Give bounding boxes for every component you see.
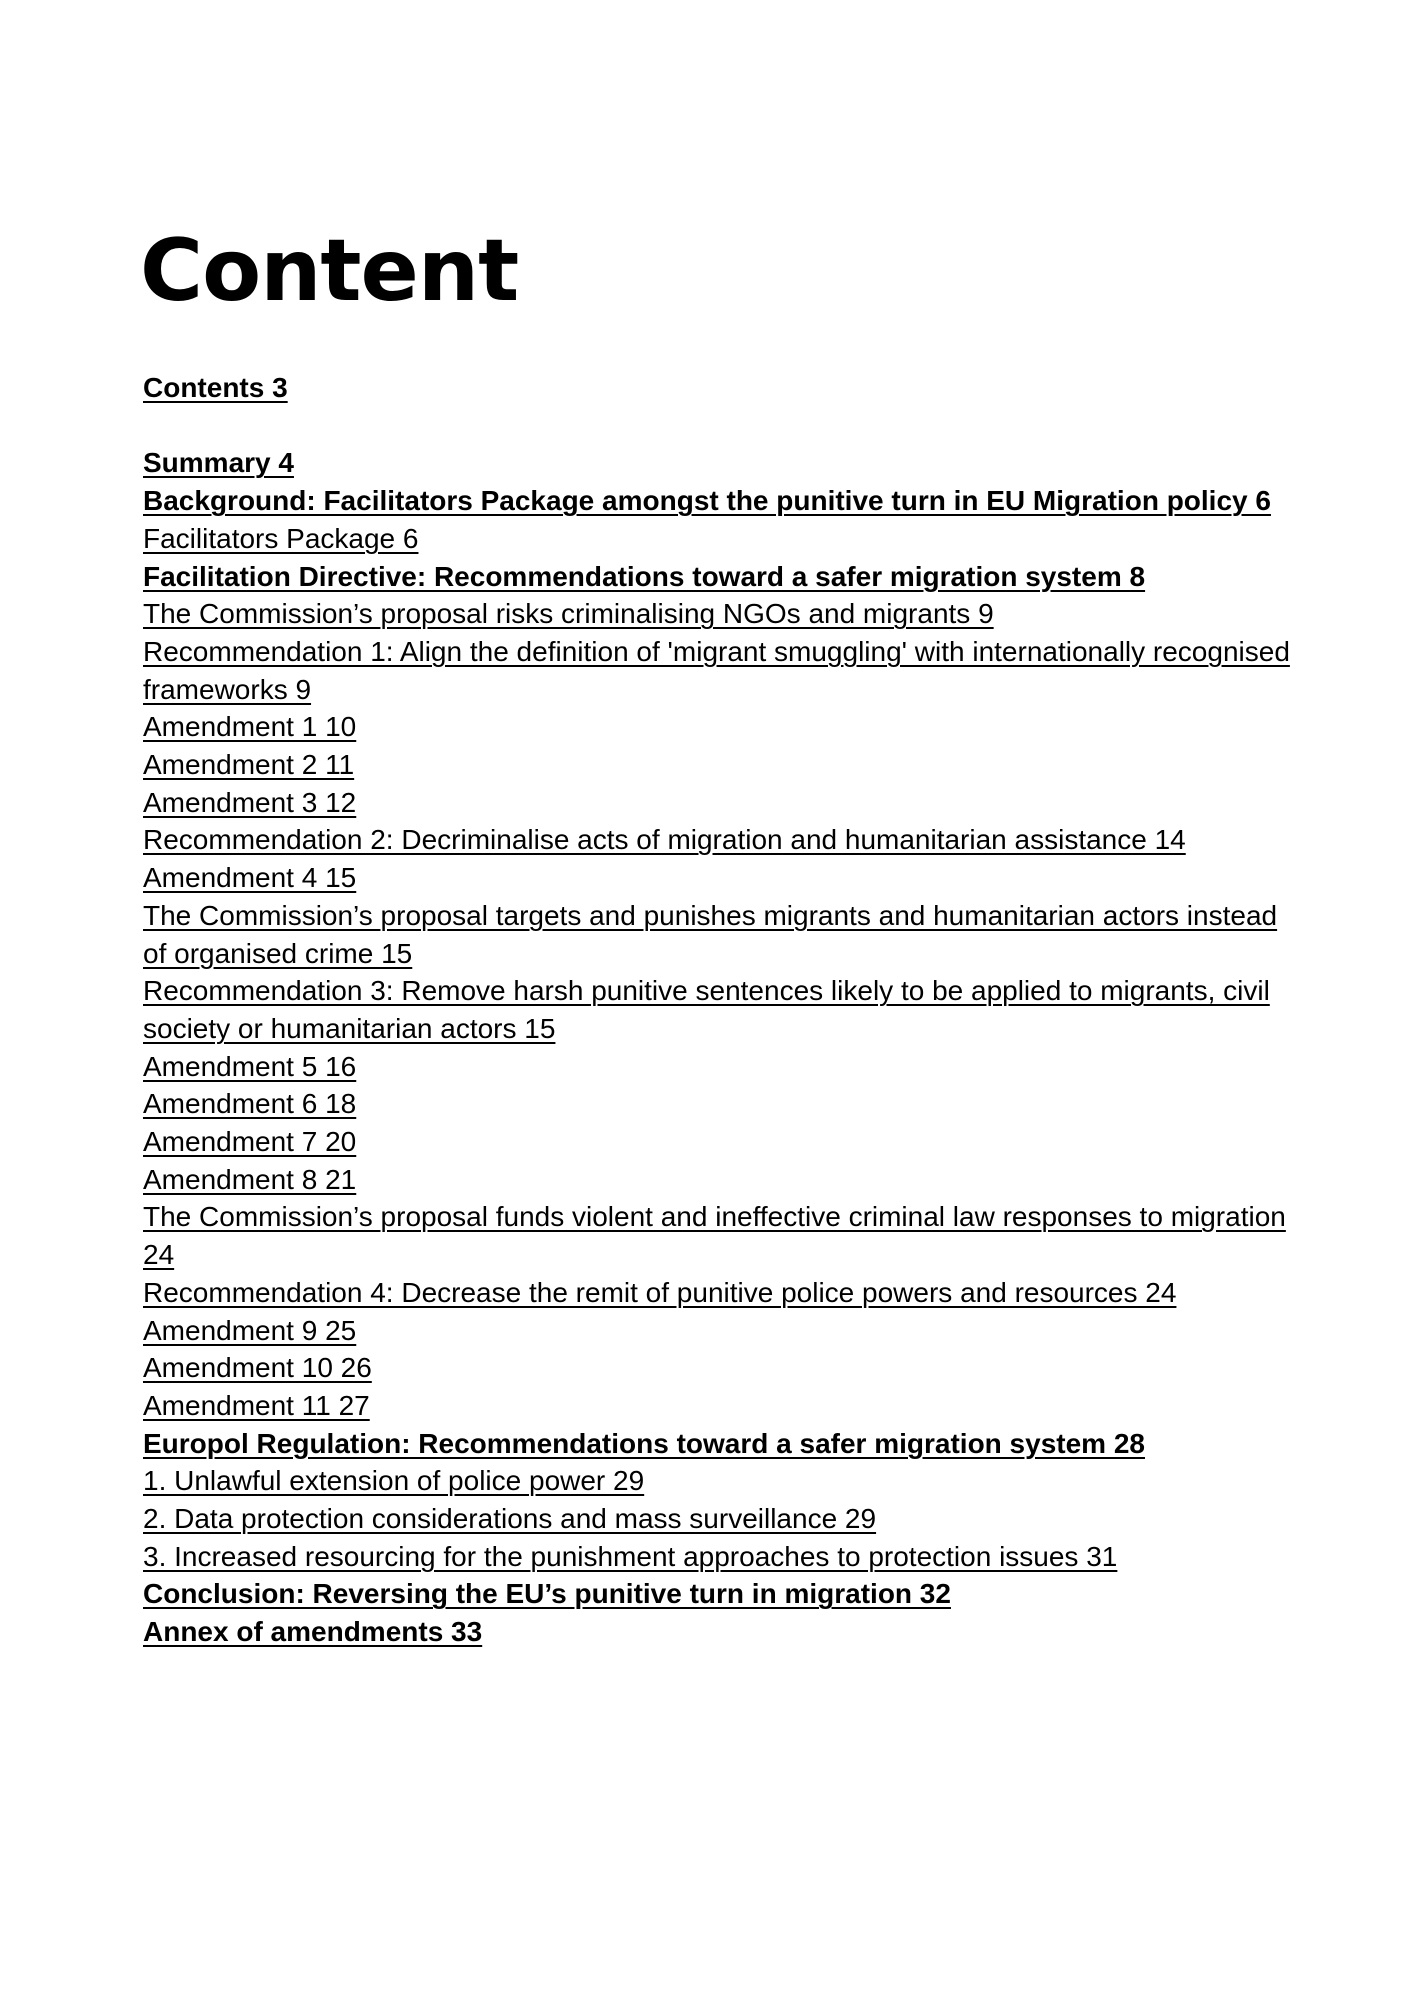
toc-entry xyxy=(143,558,1293,596)
toc-entry xyxy=(143,1425,1293,1463)
toc-link[interactable]: Recommendation 4: Decrease the remit of punitive police powers and resources 24 xyxy=(143,1276,1177,1308)
toc-link[interactable]: Recommendation 1: Align the definition of 'migrant smuggling' with internationally recognised frameworks 9 xyxy=(143,635,1290,705)
toc-entry xyxy=(143,1274,1293,1312)
toc-entry xyxy=(143,520,1293,558)
page-title: Content xyxy=(140,221,519,321)
toc-link[interactable]: Facilitation Directive: Recommendations toward a safer migration system 8 xyxy=(143,560,1146,592)
toc-entry xyxy=(143,1161,1293,1199)
toc-entry xyxy=(143,1575,1293,1613)
toc-link[interactable]: Amendment 6 18 xyxy=(143,1088,357,1120)
toc-entry xyxy=(143,1123,1293,1161)
toc-entry xyxy=(143,1613,1293,1651)
toc-link[interactable]: Amendment 3 12 xyxy=(143,786,357,818)
toc-link[interactable]: Contents 3 xyxy=(143,372,288,403)
toc-link[interactable]: Amendment 10 26 xyxy=(143,1352,372,1384)
toc-link[interactable]: Facilitators Package 6 xyxy=(143,522,419,554)
toc-link[interactable]: Annex of amendments 33 xyxy=(143,1616,483,1648)
toc-link[interactable]: Recommendation 3: Remove harsh punitive sentences likely to be applied to migrants, civil society or humanitarian actors 15 xyxy=(143,975,1270,1044)
toc-link[interactable]: Amendment 2 11 xyxy=(143,749,355,781)
toc-entry xyxy=(143,633,1293,708)
toc-entry xyxy=(143,708,1293,746)
toc-entry xyxy=(143,1198,1293,1273)
toc-entry xyxy=(143,784,1293,822)
toc-entry xyxy=(143,972,1293,1047)
toc-link[interactable]: 2. Data protection considerations and mass surveillance 29 xyxy=(143,1503,877,1535)
toc-entry xyxy=(143,897,1293,972)
toc-link[interactable]: 1. Unlawful extension of police power 29 xyxy=(143,1465,645,1497)
toc-entry xyxy=(143,1349,1293,1387)
toc-link[interactable]: Amendment 7 20 xyxy=(143,1126,357,1158)
toc-link[interactable]: Amendment 9 25 xyxy=(143,1314,357,1346)
toc-entry xyxy=(143,1048,1293,1086)
toc-link[interactable]: Amendment 5 16 xyxy=(143,1050,357,1082)
toc-entry xyxy=(143,1538,1293,1576)
toc-entry xyxy=(143,859,1293,897)
toc-entry xyxy=(143,444,1293,482)
toc-link[interactable]: Summary 4 xyxy=(143,447,294,479)
toc-link[interactable]: 3. Increased resourcing for the punishment approaches to protection issues 31 xyxy=(143,1540,1118,1572)
toc-link[interactable]: The Commission’s proposal risks criminalising NGOs and migrants 9 xyxy=(143,598,994,630)
toc-entry xyxy=(143,1312,1293,1350)
toc-link[interactable]: Background: Facilitators Package amongst the punitive turn in EU Migration policy 6 xyxy=(143,485,1271,517)
toc-entry xyxy=(143,482,1293,520)
toc-entry xyxy=(143,369,1293,407)
toc-link[interactable]: Amendment 8 21 xyxy=(143,1163,357,1195)
toc-link[interactable]: Amendment 11 27 xyxy=(143,1389,370,1421)
toc-entry xyxy=(143,595,1293,633)
toc-link[interactable]: Amendment 4 15 xyxy=(143,862,357,894)
toc-entry xyxy=(143,821,1293,859)
toc-entry xyxy=(143,746,1293,784)
toc-entry xyxy=(143,1085,1293,1123)
toc-link[interactable]: Europol Regulation: Recommendations toward a safer migration system 28 xyxy=(143,1427,1145,1459)
toc-link[interactable]: The Commission’s proposal funds violent and ineffective criminal law responses to migration 24 xyxy=(143,1201,1286,1271)
toc-link[interactable]: Conclusion: Reversing the EU’s punitive turn in migration 32 xyxy=(143,1578,951,1610)
toc-link[interactable]: The Commission’s proposal targets and punishes migrants and humanitarian actors instead of organised crime 15 xyxy=(143,899,1278,969)
toc-entry xyxy=(143,1500,1293,1538)
table-of-contents xyxy=(143,369,1293,1651)
toc-link[interactable]: Amendment 1 10 xyxy=(143,711,357,743)
toc-link[interactable]: Recommendation 2: Decriminalise acts of migration and humanitarian assistance 14 xyxy=(143,824,1186,856)
toc-entry xyxy=(143,1387,1293,1425)
toc-entry xyxy=(143,1462,1293,1500)
